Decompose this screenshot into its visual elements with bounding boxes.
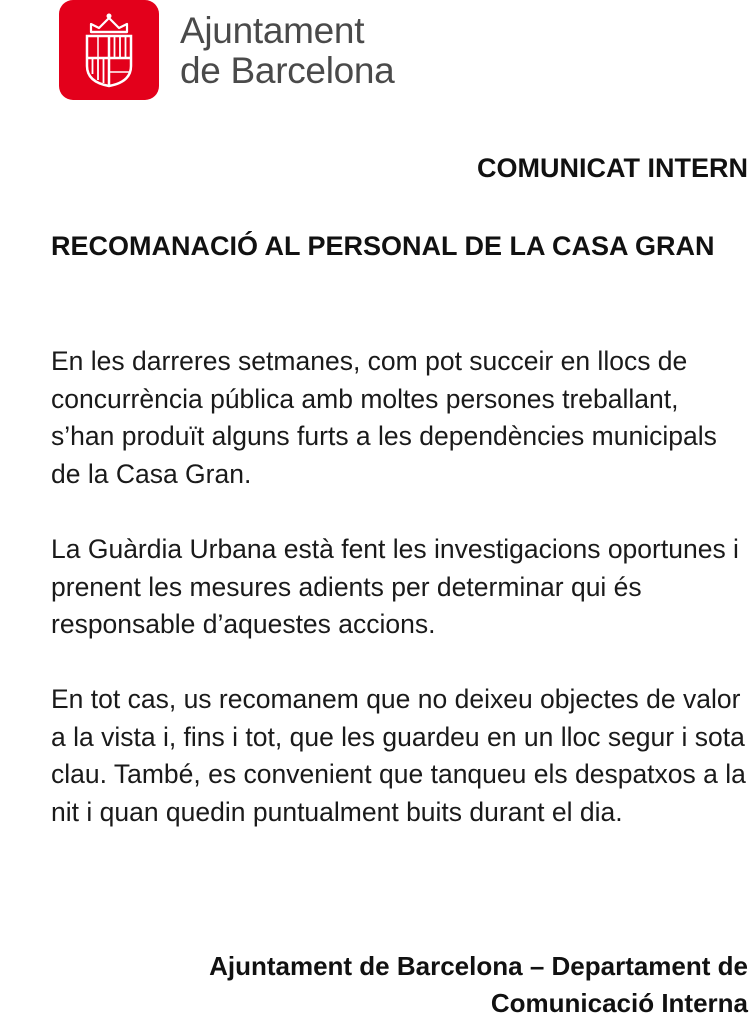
signature-line2: Comunicació Interna — [490, 988, 748, 1018]
body-paragraph-2: La Guàrdia Urbana està fent les investigacions oportunes i prenent les mesures adients per determinar qui és responsable d’aquestes accions. — [51, 533, 739, 640]
signature-line1: Ajuntament de Barcelona – Departament de — [209, 951, 748, 981]
document-type-label: COMUNICAT INTERN — [477, 153, 748, 183]
org-name-line1: Ajuntament — [180, 10, 365, 51]
barcelona-coat-of-arms-icon — [77, 12, 141, 88]
letterhead — [59, 0, 394, 100]
signature — [209, 948, 748, 1022]
logo — [59, 0, 159, 100]
document-body — [51, 343, 746, 869]
org-name-line2: de Barcelona — [180, 50, 395, 91]
body-paragraph-1: En les darreres setmanes, com pot succeir en llocs de concurrència pública amb moltes persones treballant, s’han produït alguns furts a les dependències municipals de la Casa Gran. — [51, 346, 717, 490]
body-paragraph-3: En tot cas, us recomanem que no deixeu objectes de valor a la vista i, fins i tot, que les guardeu en un lloc segur i sota clau. També, es convenient que tanqueu els despatxos a la nit i quan quedin puntualment buits durant el dia. — [51, 683, 746, 828]
org-name — [180, 11, 394, 91]
document-title: RECOMANACIÓ AL PERSONAL DE LA CASA GRAN — [51, 231, 715, 261]
